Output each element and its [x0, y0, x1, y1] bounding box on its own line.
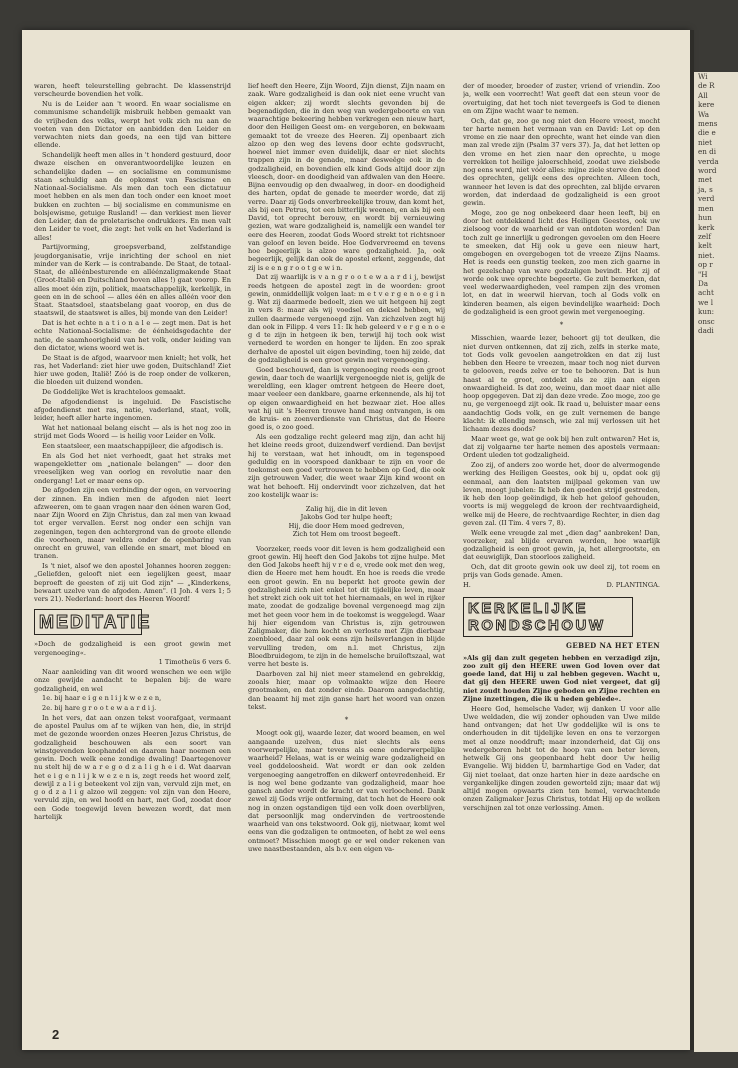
paragraph: En als God het niet verhoedt, gaat het straks met wapengekletter om „nationale belangen" — door den vreeselijken weg van oorlog en revolutie naar den ondergang! Let er maar eens op. [34, 451, 231, 485]
edge-text: kun: [698, 307, 715, 317]
edge-text: mens [698, 119, 718, 129]
signature-author: D. PLANTINGA. [606, 581, 660, 589]
paragraph: Moge, zoo ge nog onbekeerd daar heen leeft, bij en door het ontdekkend licht des Heiligen Geestes, ook uw zielsoog voor de waarheid er van ontdoten worden! Dan toch zult ge innerlijk u gedrongen gevoelen om den Heere te smeeken, dat Hij ook u geve een nieuw hart, omgebogen en overgebogen tot de vreeze Zijns Naams. Het is reeds een gunstig teeken, zoo men zich gaarne in het gezelschap van ware godzaligen bevindt. Het zij of worde ook uwe oprechte begeerte. Ge zult bemerken, dat veel wederwaardigheden, veel rampen zijn des vromen lot, en dat in weerwil hiervan, toch al Gods volk en kinderen beamen, als eigen bevindelijke waarheid: Doch de godzaligheid is een groot gewin met vergenoeging. [463, 208, 660, 316]
paragraph: Schandelijk heeft men alles in 't honderd gestuurd, door dwaze eischen en onverantwoordelijke leuzen en schandelijke daden — en socialisme en communisme staan schuldig aan de opkomst van Fascisme en Nationaal-Socialisme. Als men dan toch een dictatuur moet hebben en als men dan toch onder een knoet moet bukken en zuchten — bij socialisme en communisme en bolsjewisme, getuige Rusland! — dan verkiest men liever den Leider, dan de proletarische ondrukkers. En men valt den Leider te voet, die zegt: het volk en het Vaderland is alles! [34, 151, 231, 242]
paragraph: lief heeft den Heere, Zijn Woord, Zijn dienst, Zijn naam en zaak. Ware godzaligheid is dan ook niet eene vrucht van eigen akker; zij wordt slechts gevonden bij de begenadigden, die in den weg van wedergeboorte en van waarachtige bekeering hebben verkregen een nieuw hart, door den Heiligen Geest om- en vergeboren, en bekwaam gemaakt tot de vreeze des Heeren. Zij openbaart zich alzoo op den weg des levens door echte godsvrucht, hoewel niet immer even duidelijk, daar er niet slechts trappen zijn in de genade, maar desweêge ook in de godzaligheid, en bovendien elk kind Gods altijd door zijn vleesch, door- en doodigheid van afdwalen van den Heere. Bijna eenvoudig op den dwaalweg, in door- en doodigheid des harten, opdat de genade te meerder worde, dat zij verre. Daar zij Gods onverbreekelijke trouw, dan komt het, als bij een Petrus, tot een bitterlijk weenen, en als bij een David, tot oprecht berouw, en wordt bij vernieuwing gezien, wat ware godzaligheid is, namelijk een wandel ter eere des Heeren, zoodat Gods Woord strekt tot richtsnoer van geloof en leven beide. Hoe Godvervreemd en tevens hoe begeerlijk is alzoo ware godzaligheid. Ja, ook begeerlijk, gelijk dan ook de apostel erkent, zeggende, dat zij is e e n g r o o t g e w i n. [248, 82, 445, 272]
edge-text: en di [698, 147, 717, 157]
meditatie-heading-box [34, 609, 152, 635]
point-1: 1e. bij haar e i g e n l i j k w e z e n, [42, 694, 162, 703]
paragraph: Moogt ook gij, waarde lezer, dat woord beamen, en wel aangaande uzelven, dus niet slechts als eens voorwerpelijke, maar tevens als eene onderwerpelijke waarheid? Helaas, wat is er weinig ware godzaligheid en veel goddeloosheid. Wat wordt er dan ook zelden vergenoeging aangetroffen en dikwerf ontevredenheid. Er is nog wel bene godzante van godzaligheid, maar hoe gansch ander wordt de kracht er van verloochend. Dank zewel zij Gods vrije ontferming, dat toch het de Heere ook nog in onzen ogstandigen tijd een volk doen overblijven, dat persoonlijk mag ondervinden de vertroostende waarheid van ons tekstwoord. Ook gij, nietwaar, komt wel eens van die godzaligen te ontmoeten, of hebt ze wel eens ontmoet? Misschien moogt ge er wel onder rekenen van uwe naastbestaanden, als b.v. een eigen va- [248, 729, 445, 853]
paragraph: Och, dat ge, zoo ge nog niet den Heere vreest, mocht ter harte nemen het vermaan van en David: Let op den vrome en zie naar den oprechte, want het einde van dien man zal vrede zijn (Psalm 37 vers 37). Ja, dat het letten op den vrome en het zien naar den oprechte, u moge verrekken tot heilige jaloerschheid, zoodat uwe zielsbede nog eens werd, niet vóór alles: mijne ziele sterve den dood des oprechten, gelijk eens des oprechten. Alleen toch, wanneer het leven is dat des oprechten, zal blijde ervaren worden, dat inderdaad de godzaligheid is een groot gewin. [463, 116, 660, 207]
edge-text: acht [698, 288, 714, 298]
edge-text: die e [698, 128, 716, 138]
paragraph: Dat zij waarlijk is v a n g r o o t e w a a r d i j, bewijst reeds hetgeen de apostel zegt in de woorden: groot gewin, onmiddellijk volgen laat: m e t v e r g e n o e g i n g. Wat zij daarmede bedoelt, zien we uit hetgeen hij zegt in vers 8: maar als wij voedsel en deksel hebben, wij zullen daarmede vergenoegd zijn. Van zichzelven zegt hij dan ook in Filipp. 4 vers 11: Ik heb geleerd v e r g e n o e g d te zijn in hetgeen ik ben, terwijl hij toch ook wist vernederd te worden en honger te lijden. En zoo sprak derhalve de apostel uit eigen bevinding, toen hij zeide, dat de godzaligheid is een groot gewin met vergenoeging. [248, 273, 445, 364]
edge-text: niet [698, 137, 713, 147]
edge-text: zelf [698, 231, 711, 241]
edge-text: verd [698, 194, 715, 204]
edge-text: ja, s [698, 184, 713, 194]
poem [248, 505, 445, 539]
edge-text: "H [698, 269, 708, 279]
paragraph: Nu is de Leider aan 't woord. En waar socialisme en communisme schandelijk misbruik hebben gemaakt van de vrijheden des volks, werpt het volk zich nu aan de voeten van den Dictator en aanbidden den Leider en verwachten niets dan goeds, na een tijd van bittere ellende. [34, 100, 231, 150]
edge-text: verda [698, 156, 719, 166]
poem-line: Zich tot Hem om troost begeeft. [292, 530, 401, 539]
prayer: Heere God, hemelsche Vader, wij danken U voor alle Uwe weldaden, die wij zonder ophouden van Uwe milde hand ontvangen; dat het Uw goddelijke wil is ons te onderhouden in dit tijdelijke leven en ons te verzorgen met al onze nooddruft; maar inzonderheid, dat Gij ons wedergeboren hebt tot de hoop van een beter leven, hetwelk Gij ons geopenbaard hebt door Uw heilig Evangelie. Wij bidden U, barmhartige God en Vader, dat Gij niet toelaat, dat onze harten hier in deze aardsche en vergankelijke dingen zouden geworteld zijn; maar dat wij altijd mogen opwaarts zien ten hemel, verwachtende onzen Zaligmaker Jezus Christus, totdat Hij op de wolken verschijnen zal tot onze verlossing. Amen. [463, 704, 660, 812]
paragraph: Voorzeker, reeds voor dit leven is hem godzaligheid een groot gewin. Hij heeft den God Jakobs tot zijne hulpe. Met den God Jakobs heeft hij v r e d e, vrede ook met den weg, dien de Heere met hem houdt. En hoe is reeds die vrede een groot gewin. En nu beperkt het groote gewin der godzaligheid zich niet enkel tot dit tijdelijke leven, maar het strekt zich ook uit tot het hiernamaals, en wel in rijker mate, zoodat de godzalige bovenal vergenoegd mag zijn met het geen voor hem in de toekomst is weggelegd. Waar hij hier eigendom van Christus is, zijn getrouwen Zaligmaker, die hem kocht en verloste met Zijn dierbaar zoenbloed, daar zal ook eens zijn heilsverlangen in blijde vervulling treden, om n.l. met Christus, zijn Bloedbruidegom, te zijn in de hemelsche bruiloftszaal, wat verre het beste is. [248, 544, 445, 669]
poem-line: Jakobs God ter hulpe heeft; [300, 513, 393, 522]
edge-text: niet. [698, 250, 715, 260]
edge-text: met [698, 175, 712, 185]
edge-text: Wi [698, 72, 708, 81]
meditatie-heading: MEDITATIE [39, 612, 152, 633]
edge-text: Da [698, 278, 709, 288]
paragraph: Zoo zij, of anders zoo worde het, door de alvermogende werking des Heiligen Geestes, ook bij u, opdat ook gij eenmaal, aan den laatsten mijlpaal gekomen van uw leven, moogt jubelen: Ik heb den goeden strijd gestreden, ik heb den loop geëindigd, ik heb het geloof gehouden, voorts is mij weggelegd de kroon der rechtvaardigheid, welke mij de Heere, de rechtvaardige Rechter, in dien dag geven zal. (II Tim. 4 vers 7, 8). [463, 461, 660, 527]
paragraph: Goed beschouwd, dan is vergenoeging reeds een groot gewin, daar toch de waarlijk vergenoegde niet is, gelijk de wereldling, een klager omtrent hetgeen de Heere doet, maar veeleer een dankbare, gaarne erkennende, als hij tot op eigen onwaardigheid en het bezwaar ziet. Hoe alles wat hij uit 's Heeren trouwe hand mag ontvangen, is om de kruis- en zoenverdienste van Christus, dat de Heere goed is, o zoo goed. [248, 365, 445, 432]
newspaper-page [22, 30, 690, 1050]
subheading: GEBED NA HET ETEN [565, 641, 660, 651]
page-number: 2 [52, 1027, 60, 1042]
separator-star: * [344, 716, 349, 725]
edge-text: onsc [698, 316, 715, 326]
signature [463, 581, 660, 589]
edge-text: dadi [698, 325, 714, 335]
paragraph: Welk eene vreugde zal met „dien dag" aanbreken! Dan, voorzeker, zal blijde ervaren worden, hoe waarlijk godzaligheid is een groot gewin, ja, het allergrootste, en dat eeuwiglijk, Dan stoorloos zaligheid. [463, 528, 660, 562]
paragraph: Een staatsleer, een maatschappijleer, die afgodisch is. [42, 442, 224, 450]
paragraph: Och, dat dit groote gewin ook uw deel zij, tot roem en prijs van Gods genade. Amen. [463, 563, 660, 580]
paragraph: Wat het nationaal belang eischt — als is het nog zoo in strijd met Gods Woord — is heilig voor Leider en Volk. [34, 424, 231, 441]
paragraph: De afgoden zijn een verbinding der ogen, en vervoering der zinnen. En indien men de afgoden niet leert afzweeren, om te gaan vragen naar den éénen waren God, naar Zijn Woord en Zijn Christus, dan zal men van kwaad tot erger vervallen. Eerst nog onder een schijn van zegeningen, tegen den achtergrond van de groote ellende die voorheen, maar weldra onder de openbaring van onrecht en gruwel, van ellende en smart, met bloed en tranen. [34, 486, 231, 561]
paragraph: der of moeder, broeder of zuster, vriend of vriendin. Zoo ja, welk een voorrecht! Wat geeft dat een steun voor de overtuiging, dat het toch niet tevergeefs is God te dienen en om Zijne wacht waar te nemen. [463, 82, 660, 115]
paragraph: Maar weet ge, wat ge ook bij hen zult ontwaren? Het is, dat zij volgaarne ter harte nemen des apostels vermaan: Ordent uleden tot godzaligheid. [463, 434, 660, 460]
edge-text: kelt [698, 241, 712, 251]
edge-text: op r [698, 260, 713, 270]
edge-text: word [698, 166, 717, 176]
point-2: 2e. bij hare g r o o t e w a a r d i j. [42, 704, 157, 712]
edge-text: All [698, 90, 708, 100]
paragraph: Partijvorming, groepsverband, zelfstandige jeugdorganisatie, vrije inrichting der school en niet minder van de Kerk — is contrabande. De Staat, de totaal-Staat, de alléénbesturende en alléénzaligmakende Staat (Groot-Italië en Duitschland boven alles !) gaat voorop. En alles moet één zijn, politiek, maatschappelijk, kerkelijk, in geen en in de school — alles één en alles alléén voor den Staat. Staatsdoel, staatsbelang gaat voorop, en dus de staatswil, de staatswet is alles, bij monde van den Leider! [34, 243, 231, 318]
paragraph: Is 't niet, alsof we den apostel Johannes hooren zeggen: „Geliefden, gelooft niet een iegelijken geest, maar beproeft de geesten of zij uit God zijn" — „Kinderkens, bewaart uzelve van de afgoden. Amen". (1 Joh. 4 vers 1; 5 vers 21). Nederland: hoort des Heeren Woord! [34, 562, 231, 603]
separator-star: * [559, 321, 564, 329]
poem-line: Hij, die door Hem moed gedreven, [288, 521, 405, 530]
kerkelijke-rondschouw-heading: KERKELIJKE RONDSCHOUW [468, 600, 606, 635]
edge-text: de R [698, 81, 715, 91]
edge-text: hun [698, 213, 712, 223]
signature-initial: H. [463, 581, 471, 589]
paragraph: In het vers, dat aan onzen tekst voorafgaat, vermaant de apostel Paulus om af te wijken van hen, die, in strijd met de gezonde woorden onzes Heeren Jezus Christus, de godzaligheid beschouwen als een soort van winstgevenden koophandel en daarom haar noemen een gewin. Doch welk eene zondige dwaling! Daartegenover nu stelt hij de w a r e g o d z a l i g h e i d. Wat daarvan het e i g e n l i j k w e z e n is, zegt reeds het woord zelf, dewijl z a l i g beteekent vol zijn van, vervuld zijn met, en g o d z a l i g alzoo wil zeggen: vol zijn van den Heere, vervuld zijn, en wel hoofd en hart, met God, zoodat door een Gode toegewijd leven bewezen wordt, dat men hartelijk [34, 713, 231, 821]
edge-text: men [698, 203, 714, 213]
paragraph: Als een godzalige recht geleerd mag zijn, dan acht hij het kleine reeds groot, duizendwerf verdiend. Dan bevijst hij te verstaan, wat het inhoudt, om in tegenspoed geduldig en in voorspoed dankbaar te zijn en voor de toekomst een goed vertrouwen te hebben op God, die ook zijn getrouwen Vader, die weet waar Zijn kind woont en wat het behoeft. Hij ondervindt voor zichzelven, dat het zoo kostelijk waar is: [248, 433, 445, 499]
paragraph: De afgodendienst is ingeluid. De Fascistische afgodendienst met ras, natie, vaderland, staat, volk, leider, heeft aller harte ingenomen. [34, 397, 231, 423]
paragraph: Misschien, waarde lezer, behoort gij tot deulken, die niet durven ontkennen, dat zij zich, zelfs in sterke mate, tot Gods volk gevoelen aangetrokken en dat zij lust hebben den Heere te vreezen, maar toch nog niet durven te gelooven, reeds zelve er toe te behooren. Dat is hun haast al te groot, ontdekt als ze zijn aan eigen onwaardigheid. Is dat zoo, weinu, dan moet daar niet alle hoop opgegeven. Dat zij dan deze vrede. Zoo moge, zoo ge nu, ge vergenoegd zijt ook. Ik raad u, beluister maar eens aandachtig Gods volk, en ge zult vernemen de bange klacht: ik ellendig mensch, wie zal mij verlossen uit het lichaam dezes doods? [463, 334, 660, 433]
edge-text: kerk [698, 222, 715, 232]
next-page-edge [694, 72, 738, 1052]
column-2 [248, 82, 445, 1012]
paragraph: De Staat is de afgod, waarvoor men knielt; het volk, het ras, het Vaderland: ziet hier uwe goden, Duitschland! Ziet hier uwe goden, Italië! Zóó is de roep onder de volkeren, die bloeden uit duizend wonden. [34, 353, 231, 387]
edge-text: we l [698, 297, 713, 307]
motto-reference: 1 Timotheüs 6 vers 6. [158, 658, 231, 667]
kerkelijke-heading-box [463, 597, 633, 637]
poem-line: Zalig hij, die in dit leven [305, 505, 388, 513]
edge-text: kere [698, 100, 715, 110]
paragraph: De Goddelijke Wet is krachteloos gemaakt. [42, 388, 186, 396]
column-1 [34, 82, 231, 1012]
edge-text: Wa [698, 109, 710, 119]
paragraph: Dat is het echte n a t i o n a l e — zegt men. Dat is het echte Nationaal-Socialisme: de éénheidsgedachte der natie, de saamhoorigheid van het volk, onder leiding van den dictator, wiens woord wet is. [34, 319, 231, 352]
paragraph: Daarboven zal hij niet meer stamelend en gebrekkig, zooals hier, maar op volmaakte wijze den Heere grootmaken, en dat zonder einde. Daarom aangedachtig, dan beaamt hij met zijn ganse hart het woord van onzen tekst. [248, 669, 445, 711]
column-3 [463, 82, 660, 1012]
motto: »Doch de godzaligheid is een groot gewin met vergenoeging«. [34, 640, 231, 657]
paragraph: waren, heeft teleurstelling gebracht. De klassenstrijd verscheurde bovendien het volk. [34, 82, 231, 99]
paragraph: Naar aanleiding van dit woord wenschen we een wijle onze gewijde aandacht te bepalen bij: de ware godzaligheid, en wel [34, 668, 231, 693]
bible-quote: »Als gij dan zult gegeten hebben en verzadigd zijn, zoo zult gij den HEERE uwen God loven over dat goede land, dat Hij u zal hebben gegeven. Wacht u, dat gij den HEERE uwen God niet vergeet, dat gij niet zoudt houden Zijne geboden en Zijne rechten en Zijne inzettingen, die ik u heden gebiede«. [463, 653, 660, 703]
